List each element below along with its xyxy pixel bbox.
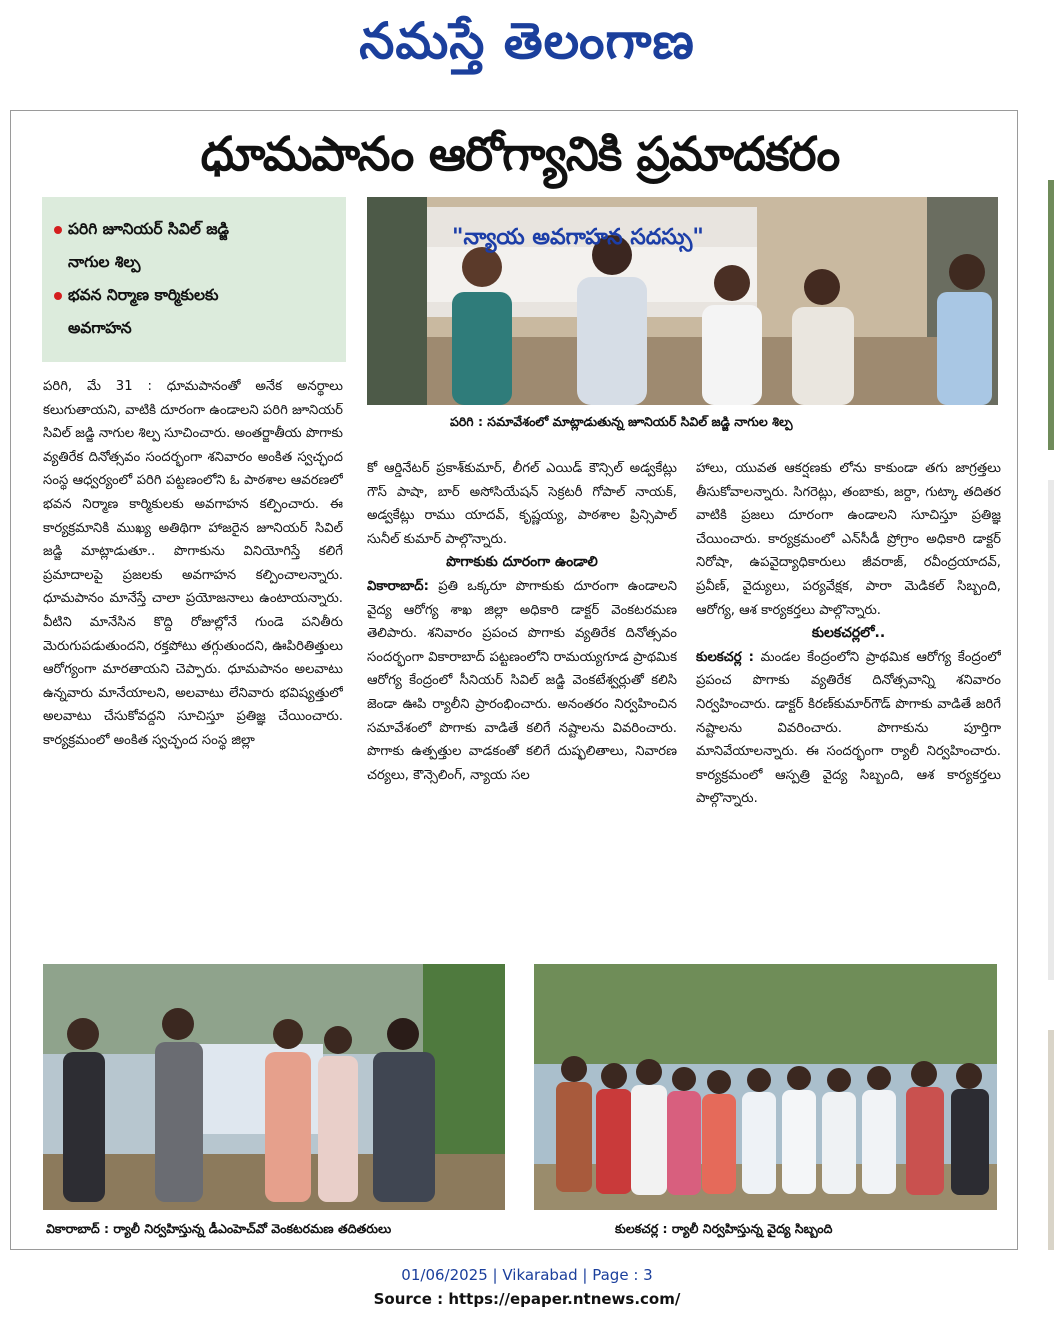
article-headline: ధూమపానం ఆరోగ్యానికి ప్రమాదకరం: [200, 127, 840, 182]
article-column-3: [696, 457, 1001, 961]
banner-text: "న్యాయ అవగాహన సదస్సు": [452, 225, 704, 250]
article-text: పరిగి, మే 31 : ధూమపానంతో అనేక అనర్థాలు కలుగుతాయని, వాటికి దూరంగా ఉండాలని పరిగి జూనియర్ సివిల్ జడ్జి నాగుల శిల్ప సూచించారు. అంతర్జాతీయ పొగాకు వ్యతిరేక దినోత్సవం సందర్భంగా శనివారం అంకిత స్వచ్ఛంద సంస్థ ఆధ్వర్యంలో పరిగి పట్టణంలోని ఓ పాఠశాల ఆవరణలో భవన నిర్మాణ కార్మికులకు అవగాహన కల్పించారు. ఈ కార్యక్రమానికి ముఖ్య అతిథిగా హాజరైన జూనియర్ సివిల్ జడ్జి మాట్లాడుతూ.. పొగాకును వినియోగిస్తే కలిగే ప్రమాదాలపై ప్రజలకు అవగాహన కల్పించాలన్నారు. ధూమపానం మానేస్తే చాలా ప్రయోజనాలు ఉంటాయన్నారు. వీటిని మానేసిన కొద్ది రోజుల్లోనే గుండె పనితీరు మెరుగుపడుతుందని, రక్తపోటు తగ్గుతుందని, ఊపిరితిత్తులు ఆరోగ్యంగా మారతాయని చెప్పారు. ధూమపానం అలవాటు ఉన్నవారు మానేయాలని, అలవాటు లేనివారు భవిష్యత్తులో అలవాటు చేసుకోవద్దని సూచిస్తూ ప్రతిజ్ఞ చేయించారు. కార్యక్రమంలో అంకిత స్వచ్ఛంద సంస్థ జిల్లా: [43, 379, 343, 748]
subheading: కులకచర్లలో..: [811, 625, 886, 642]
summary-point-cont: అవగాహన: [68, 319, 132, 337]
footer-date-edition: 01/06/2025 | Vikarabad | Page : 3: [401, 1266, 653, 1284]
rally-photo-vikarabad: [43, 964, 505, 1210]
bullet-icon: [54, 292, 62, 300]
newspaper-title: నమస్తే తెలంగాణ: [359, 12, 695, 70]
rally-photo-illustration: [534, 964, 997, 1210]
adjacent-article-illustration: [1020, 110, 1054, 1250]
photo-caption: పరిగి : సమావేశంలో మాట్లాడుతున్న జూనియర్ సివిల్ జడ్జి నాగుల శిల్ప: [450, 414, 793, 429]
meeting-photo: [367, 197, 998, 405]
subheading: పొగాకుకు దూరంగా ఉండాలి: [446, 554, 598, 571]
dateline: వికారాబాద్:: [367, 578, 429, 594]
summary-point: భవన నిర్మాణ కార్మికులకు: [54, 279, 336, 312]
article-column-1: [43, 375, 343, 943]
dateline: కులకచర్ల :: [696, 649, 754, 665]
photo-caption: కులకచర్ల : ర్యాలీ నిర్వహిస్తున్న వైద్య సిబ్బంది: [615, 1221, 833, 1236]
photo-caption: వికారాబాద్ : ర్యాలీ నిర్వహిస్తున్న డీఎంహెచ్‌వో వెంకటరమణ తదితరులు: [46, 1221, 392, 1236]
footer-source: Source : https://epaper.ntnews.com/: [373, 1290, 681, 1308]
summary-box: [42, 197, 346, 362]
article-text: హాలు, యువత ఆకర్షణకు లోను కాకుండా తగు జాగ్రత్తలు తీసుకోవాలన్నారు. సిగరెట్లు, తంబాకు, జర్దా, గుట్కా తదితర వాటికి ప్రజలు దూరంగా ఉండాలని సూచిస్తూ ప్రతిజ్ఞ చేయించారు. కార్యక్రమంలో ఎన్‌సీడీ ప్రోగ్రాం అధికారి డాక్టర్ నిరోషా, ఉపవైద్యాధికారులు జీవరాజ్, రవీంద్రయాదవ్, ప్రవీణ్, వైద్యులు, పర్యవేక్షక, పారా మెడికల్ సిబ్బంది, ఆరోగ్య, ఆశ కార్యకర్తలు పాల్గొన్నారు.: [696, 461, 1001, 618]
article-text: వికారాబాద్: ప్రతి ఒక్కరూ పొగాకుకు దూరంగా ఉండాలని వైద్య ఆరోగ్య శాఖ జిల్లా అధికారి డాక్టర్ వెంకటరమణ తెలిపారు. శనివారం ప్రపంచ పొగాకు వ్యతిరేక దినోత్సవం సందర్భంగా వికారాబాద్ పట్టణంలోని రామయ్యగూడ ప్రాథమిక ఆరోగ్య కేంద్రంలో సీనియర్ సివిల్ జడ్జి వెంకటేశ్వర్లుతో కలిసి జెండా ఊపి ర్యాలీని ప్రారంభించారు. అనంతరం నిర్వహించిన సమావేశంలో పొగాకు వాడితే కలిగే నష్టాలను వివరించారు. పొగాకు ఉత్పత్తుల వాడకంతో కలిగే దుష్ఫలితాలు, నివారణ చర్యలు, కౌన్సెలింగ్, న్యాయ సల: [367, 578, 677, 783]
adjacent-article-strip: [1020, 110, 1054, 1250]
article-text: కో ఆర్డినేటర్ ప్రకాశ్‌కుమార్, లీగల్ ఎయిడ్ కౌన్సిల్ అడ్వకేట్లు గౌస్ పాషా, బార్ అసోసియేషన్ సెక్రటరీ గోపాల్ నాయక్, అడ్వకేట్లు రాము యాదవ్, కృష్ణయ్య, పాఠశాల ప్రిన్సిపాల్ సునీల్ కుమార్ పాల్గొన్నారు.: [367, 461, 677, 547]
rally-photo-kulakacharla: [534, 964, 997, 1210]
article-column-2: [367, 457, 677, 943]
masthead: [0, 0, 1054, 95]
summary-point: పరిగి జూనియర్ సివిల్ జడ్జి: [54, 213, 336, 246]
article-text: కులకచర్ల : మండల కేంద్రంలోని ప్రాథమిక ఆరోగ్య కేంద్రంలో ప్రపంచ పొగాకు వ్యతిరేక దినోత్సవాన్ని శనివారం నిర్వహించారు. డాక్టర్ కిరణ్‌కుమార్‌గౌడ్ పొగాకు వాడితే జరిగే నష్టాలను వివరించారు. పొగాకును పూర్తిగా మానివేయాలన్నారు. ఈ సందర్భంగా ర్యాలీ నిర్వహించారు. కార్యక్రమంలో ఆస్పత్రి వైద్య సిబ్బంది, ఆశ కార్యకర్తలు పాల్గొన్నారు.: [696, 649, 1001, 807]
rally-photo-illustration: [43, 964, 505, 1210]
bullet-icon: [54, 226, 62, 234]
summary-point-cont: నాగుల శిల్ప: [68, 253, 141, 271]
